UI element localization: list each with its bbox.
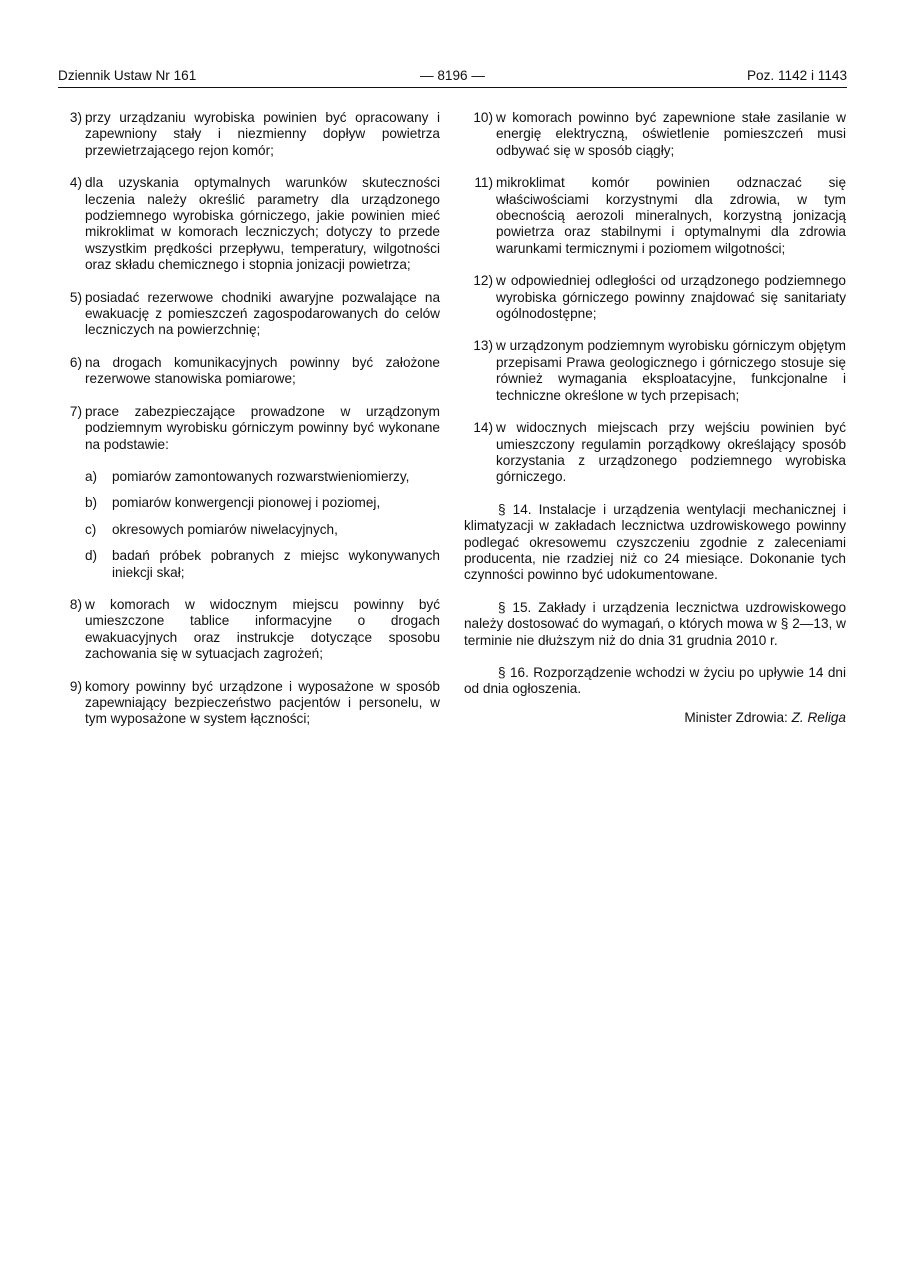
left-column [58, 110, 440, 728]
list-item [464, 110, 846, 159]
list-item [58, 290, 440, 339]
sub-list-item [85, 495, 440, 511]
item-number: 9) [69, 678, 82, 694]
item-number: 4) [69, 175, 82, 191]
list-item [464, 338, 846, 404]
sub-item-letter: a) [85, 468, 98, 484]
sub-item-letter: b) [85, 495, 98, 511]
page-header [58, 68, 847, 86]
item-text: w komorach powinno być zapewnione stałe zasilanie w energię elektryczną, oświetlenie pomieszczeń musi odbywać się w sposób ciągły; [496, 110, 846, 158]
signature-name: Z. Religa [791, 709, 846, 725]
list-item [464, 175, 846, 257]
sub-item-text: okresowych pomiarów niwelacyjnych, [112, 521, 338, 537]
item-number: 14) [473, 420, 493, 436]
list-item [464, 420, 846, 486]
header-rule [58, 87, 847, 88]
sub-item-text: badań próbek pobranych z miejsc wykonywanych iniekcji skał; [112, 548, 440, 580]
sub-item-text: pomiarów konwergencji pionowej i poziomej, [112, 495, 381, 511]
item-number: 12) [473, 273, 493, 289]
signature-label: Minister Zdrowia: [684, 709, 788, 725]
item-text: w widocznych miejscach przy wejściu powinien być umieszczony regulamin porządkowy określający sposób korzystania z urządzonego podziemnego wyrobiska górniczego. [496, 420, 846, 485]
sub-item-letter: c) [85, 521, 97, 537]
item-number: 8) [69, 596, 82, 612]
item-text: mikroklimat komór powinien odznaczać się właściwościami korzystnymi dla zdrowia, w tym obecnością aerozoli mineralnych, korzystną jonizacją powietrza oraz stabilnymi i optymalnymi dla zdrowia warunkami termicznymi i poziomem wilgotności; [496, 175, 846, 256]
item-number: 11) [474, 175, 493, 191]
item-number: 10) [473, 110, 493, 125]
list-item [58, 404, 440, 453]
item-text: dla uzyskania optymalnych warunków skuteczności leczenia należy określić parametry dla urządzonego podziemnego wyrobiska górniczego, jakie powinien mieć mikroklimat w komorach leczniczych; dotyczy to przede wszystkim prędkości przepływu, temperatury, wilgotności oraz składu chemicznego i stopnia jonizacji powietrza; [85, 175, 440, 273]
item-number: 6) [69, 354, 82, 370]
list-item [58, 175, 440, 273]
sub-list-item [85, 469, 440, 485]
right-column [464, 110, 846, 726]
journal-title: Dziennik Ustaw Nr 161 [58, 68, 197, 83]
signature [464, 710, 846, 726]
item-number: 3) [69, 110, 82, 125]
item-number: 5) [69, 289, 82, 305]
item-number: 13) [473, 338, 493, 354]
list-item [58, 355, 440, 388]
sub-list-item [85, 522, 440, 538]
item-text: komory powinny być urządzone i wyposażone w sposób zapewniający bezpieczeństwo pacjentów i personelu, w tym wyposażone w system łączności; [85, 678, 440, 727]
paragraph-16: § 16. Rozporządzenie wchodzi w życiu po upływie 14 dni od dnia ogłoszenia. [464, 664, 846, 697]
page-number: — 8196 — [420, 68, 485, 83]
sub-item-letter: d) [85, 548, 98, 564]
item-text: na drogach komunikacyjnych powinny być założone rezerwowe stanowiska pomiarowe; [85, 354, 440, 387]
item-text: w odpowiedniej odległości od urządzonego podziemnego wyrobiska górniczego powinny znajdować się sanitariaty ogólnodostępne; [496, 273, 846, 322]
item-text: prace zabezpieczające prowadzone w urządzonym podziemnym wyrobisku górniczym powinny być wykonane na podstawie: [85, 403, 440, 452]
list-item [58, 597, 440, 663]
item-text: w komorach w widocznym miejscu powinny być umieszczone tablice informacyjne o drogach ewakuacyjnych oraz instrukcje dotyczące sposobu zachowania się w sytuacjach zagrożeń; [85, 596, 440, 662]
item-text: przy urządzaniu wyrobiska powinien być opracowany i zapewniony stały i niezmienny dopływ powietrza przewietrzającego rejon komór; [85, 110, 440, 158]
item-number: 7) [69, 403, 82, 419]
position-reference: Poz. 1142 i 1143 [746, 68, 847, 83]
paragraph-15: § 15. Zakłady i urządzenia lecznictwa uzdrowiskowego należy dostosować do wymagań, o których mowa w § 2—13, w terminie nie dłuższym niż do dnia 31 grudnia 2010 r. [464, 599, 846, 648]
sub-item-text: pomiarów zamontowanych rozwarstwieniomierzy, [112, 468, 410, 484]
item-text: w urządzonym podziemnym wyrobisku górniczym objętym przepisami Prawa geologicznego i górniczego stosuje się również wymagania eksploatacyjne, funkcjonalne i techniczne określone w tych przepisach; [496, 338, 846, 403]
sub-list-item [85, 548, 440, 581]
paragraph-14: § 14. Instalacje i urządzenia wentylacji mechanicznej i klimatyzacji w zakładach lecznictwa uzdrowiskowego powinny podlegać okresowemu czyszczeniu zgodnie z zaleceniami producenta, nie rzadziej niż co 24 miesiące. Dokonanie tych czynności powinno być udokumentowane. [464, 501, 846, 583]
list-item [58, 110, 440, 159]
list-item [464, 273, 846, 322]
list-item [58, 679, 440, 728]
sub-list [58, 469, 440, 581]
item-text: posiadać rezerwowe chodniki awaryjne pozwalające na ewakuację z pomieszczeń zagospodarowanych do celów leczniczych na powierzchnię; [85, 289, 440, 338]
